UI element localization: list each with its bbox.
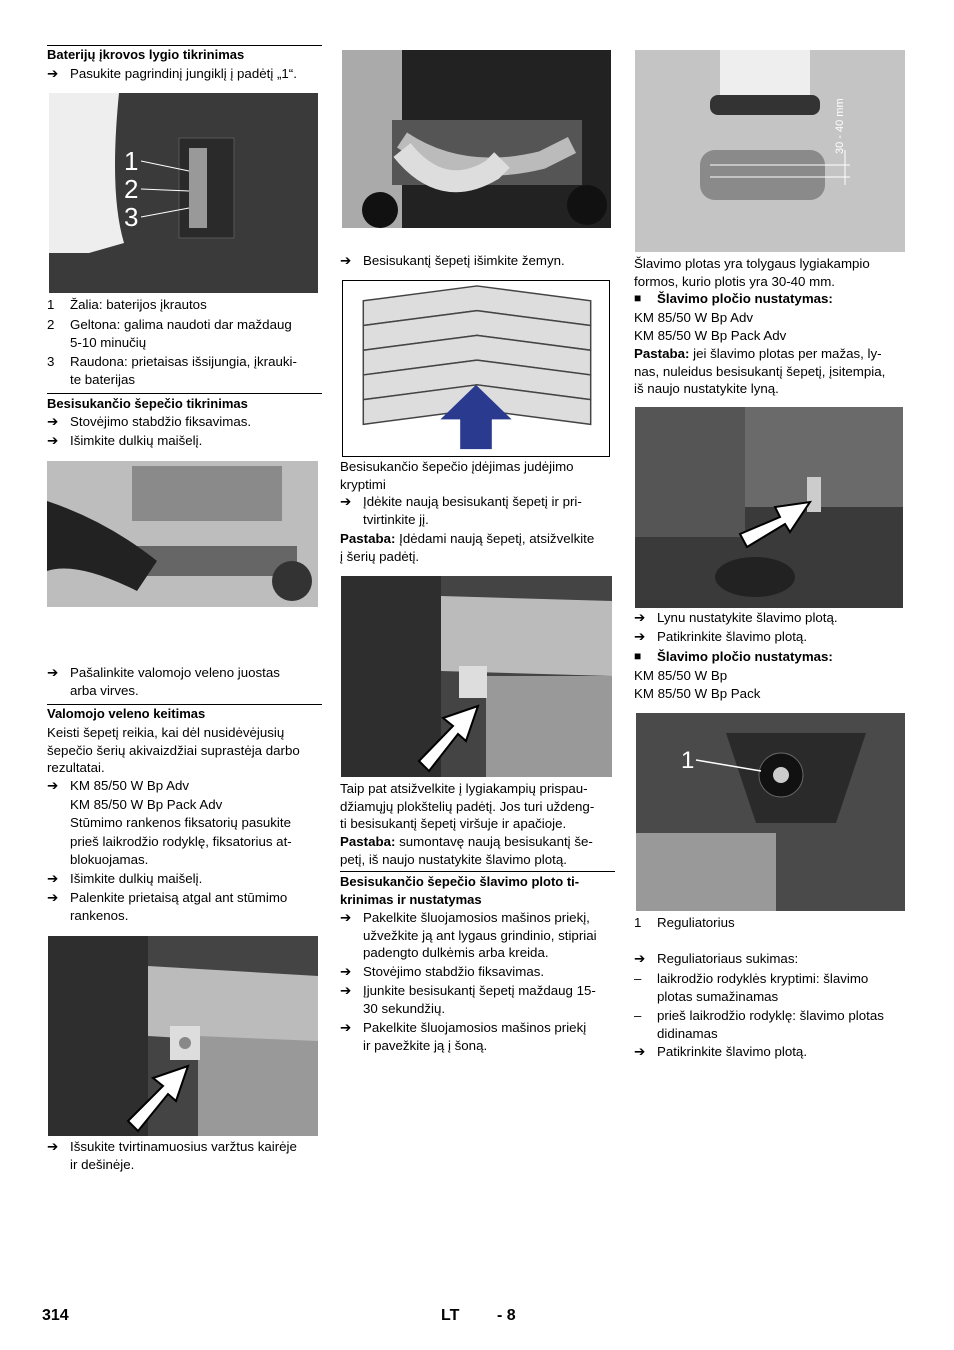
page-number: 314 <box>42 1307 69 1324</box>
svg-text:1: 1 <box>124 146 139 176</box>
arrow-icon: ➔ <box>47 433 59 448</box>
step: ➔ Palenkite prietaisą atgal ant stūmimo rankenos. <box>47 890 288 923</box>
model-name: KM 85/50 W Bp Adv <box>634 310 753 325</box>
model-name: KM 85/50 W Bp Pack Adv <box>634 328 787 343</box>
step: ➔ Pašalinkite valomojo veleno juostas arba virves. <box>47 665 280 698</box>
step: ➔ Pasukite pagrindinį jungiklį į padėtį „1“. <box>47 66 297 81</box>
subheading: ■ Šlavimo pločio nustatymas: <box>634 649 833 664</box>
arrow-icon: ➔ <box>340 1020 352 1035</box>
divider <box>340 871 615 872</box>
svg-text:1: 1 <box>681 747 695 774</box>
cable-adjust-photo <box>635 407 903 608</box>
step: ➔ Įdėkite naują besisukantį šepetį ir pri- tvirtinkite jį. <box>340 494 582 527</box>
step: ➔ Išimkite dulkių maišelį. <box>47 433 203 448</box>
step: ➔ Besisukantį šepetį išimkite žemyn. <box>340 253 565 268</box>
step: ➔ Pakelkite šluojamosios mašinos priekį, užvežkite ją ant lygaus grindinio, stipriai padengto dulkėmis arba kreida. <box>340 910 597 960</box>
figure-caption: Besisukančio šepečio įdėjimas judėjimo kryptimi <box>340 459 574 492</box>
step: ➔ Patikrinkite šlavimo plotą. <box>634 1044 808 1059</box>
arrow-icon: ➔ <box>47 665 59 680</box>
legend-item: 1 Žalia: baterijos įkrautos <box>47 297 207 312</box>
arrow-icon: ➔ <box>340 253 352 268</box>
paragraph: Keisti šepetį reikia, kai dėl nusidėvėjusių šepečio šerių akivaizdžiai suprastėja darbo rezultatai. <box>47 725 300 775</box>
regulator-knob-photo <box>636 713 905 911</box>
note: Pastaba: sumontavę naują besisukantį še- petį, iš naujo nustatykite šlavimo plotą. <box>340 834 593 867</box>
section-page: - 8 <box>497 1307 516 1324</box>
step: ➔ KM 85/50 W Bp Adv KM 85/50 W Bp Pack Adv Stūmimo rankenos fiksatorių pasukite prieš laikrodžio rodyklę, fiksatorius at- blokuojamas. <box>47 778 292 868</box>
arrow-icon: ➔ <box>634 951 646 966</box>
arrow-icon: ➔ <box>47 778 59 793</box>
dash-bullet: – <box>634 971 642 986</box>
arrow-icon: ➔ <box>340 983 352 998</box>
language-code: LT <box>441 1307 460 1324</box>
brush-removal-photo <box>342 50 611 228</box>
step: ➔ Stovėjimo stabdžio fiksavimas. <box>47 414 252 429</box>
arrow-icon: ➔ <box>47 66 59 81</box>
arrow-icon: ➔ <box>340 964 352 979</box>
svg-text:2: 2 <box>124 174 139 204</box>
svg-text:30 - 40 mm: 30 - 40 mm <box>834 98 846 154</box>
svg-text:3: 3 <box>124 202 139 232</box>
battery-indicator-photo <box>49 93 318 293</box>
paragraph: Šlavimo plotas yra tolygaus lygiakampio formos, kurio plotis yra 30-40 mm. <box>634 256 870 289</box>
sweep-pattern-photo <box>635 50 905 252</box>
arrow-icon: ➔ <box>634 1044 646 1059</box>
brush-direction-diagram <box>342 280 610 457</box>
note: Pastaba: Įdėdami naują šepetį, atsižvelkite į šerių padėtį. <box>340 531 595 564</box>
arrow-icon: ➔ <box>340 910 352 925</box>
model-name: KM 85/50 W Bp Pack <box>634 686 761 701</box>
section-heading: Besisukančio šepečio šlavimo ploto ti- krinimas ir nustatymas <box>340 874 580 907</box>
arrow-icon: ➔ <box>634 629 646 644</box>
arrow-icon: ➔ <box>47 414 59 429</box>
legend-item: 3 Raudona: prietaisas išsijungia, įkrauki- te baterijas <box>47 354 297 387</box>
legend-item: 1 Reguliatorius <box>634 915 735 930</box>
model-name: KM 85/50 W Bp <box>634 668 728 683</box>
section-heading: Valomojo veleno keitimas <box>47 706 206 721</box>
legend-item: 2 Geltona: galima naudoti dar maždaug 5-10 minučių <box>47 317 292 350</box>
arrow-icon: ➔ <box>47 1139 59 1154</box>
step: ➔ Lynu nustatykite šlavimo plotą. <box>634 610 838 625</box>
note: Pastaba: jei šlavimo plotas per mažas, ly- nas, nuleidus besisukantį šepetį, įsitempia, iš naujo nustatykite lyną. <box>634 346 886 396</box>
step: ➔ Pakelkite šluojamosios mašinos priekį ir pavežkite ją į šoną. <box>340 1020 587 1053</box>
section-heading: Besisukančio šepečio tikrinimas <box>47 396 248 411</box>
arrow-icon: ➔ <box>47 871 59 886</box>
subheading: ■ Šlavimo pločio nustatymas: <box>634 291 833 306</box>
square-bullet-icon: ■ <box>634 291 642 305</box>
step: ➔ Išsukite tvirtinamuosius varžtus kairėje ir dešinėje. <box>47 1139 297 1172</box>
brush-plate-photo <box>341 576 612 777</box>
divider <box>47 393 322 394</box>
paragraph: Taip pat atsižvelkite į lygiakampių prispau- džiamųjų plokštelių padėtį. Jos turi uždeng- ti besisukantį šepetį viršuje ir apačioje. <box>340 781 595 831</box>
arrow-icon: ➔ <box>634 610 646 625</box>
dash-bullet: – <box>634 1008 642 1023</box>
step: ➔ Stovėjimo stabdžio fiksavimas. <box>340 964 545 979</box>
arrow-icon: ➔ <box>340 494 352 509</box>
square-bullet-icon: ■ <box>634 649 642 663</box>
arrow-icon: ➔ <box>47 890 59 905</box>
dash-item: – prieš laikrodžio rodyklę: šlavimo plotas didinamas <box>634 1008 884 1041</box>
dash-item: – laikrodžio rodyklės kryptimi: šlavimo plotas sumažinamas <box>634 971 869 1004</box>
brush-inspection-photo <box>47 461 318 607</box>
step: ➔ Reguliatoriaus sukimas: <box>634 951 799 966</box>
step: ➔ Patikrinkite šlavimo plotą. <box>634 629 808 644</box>
step: ➔ Įjunkite besisukantį šepetį maždaug 15- 30 sekundžių. <box>340 983 596 1016</box>
section-heading: Baterijų įkrovos lygio tikrinimas <box>47 47 245 62</box>
step: ➔ Išimkite dulkių maišelį. <box>47 871 203 886</box>
brush-bolt-photo <box>48 936 318 1136</box>
